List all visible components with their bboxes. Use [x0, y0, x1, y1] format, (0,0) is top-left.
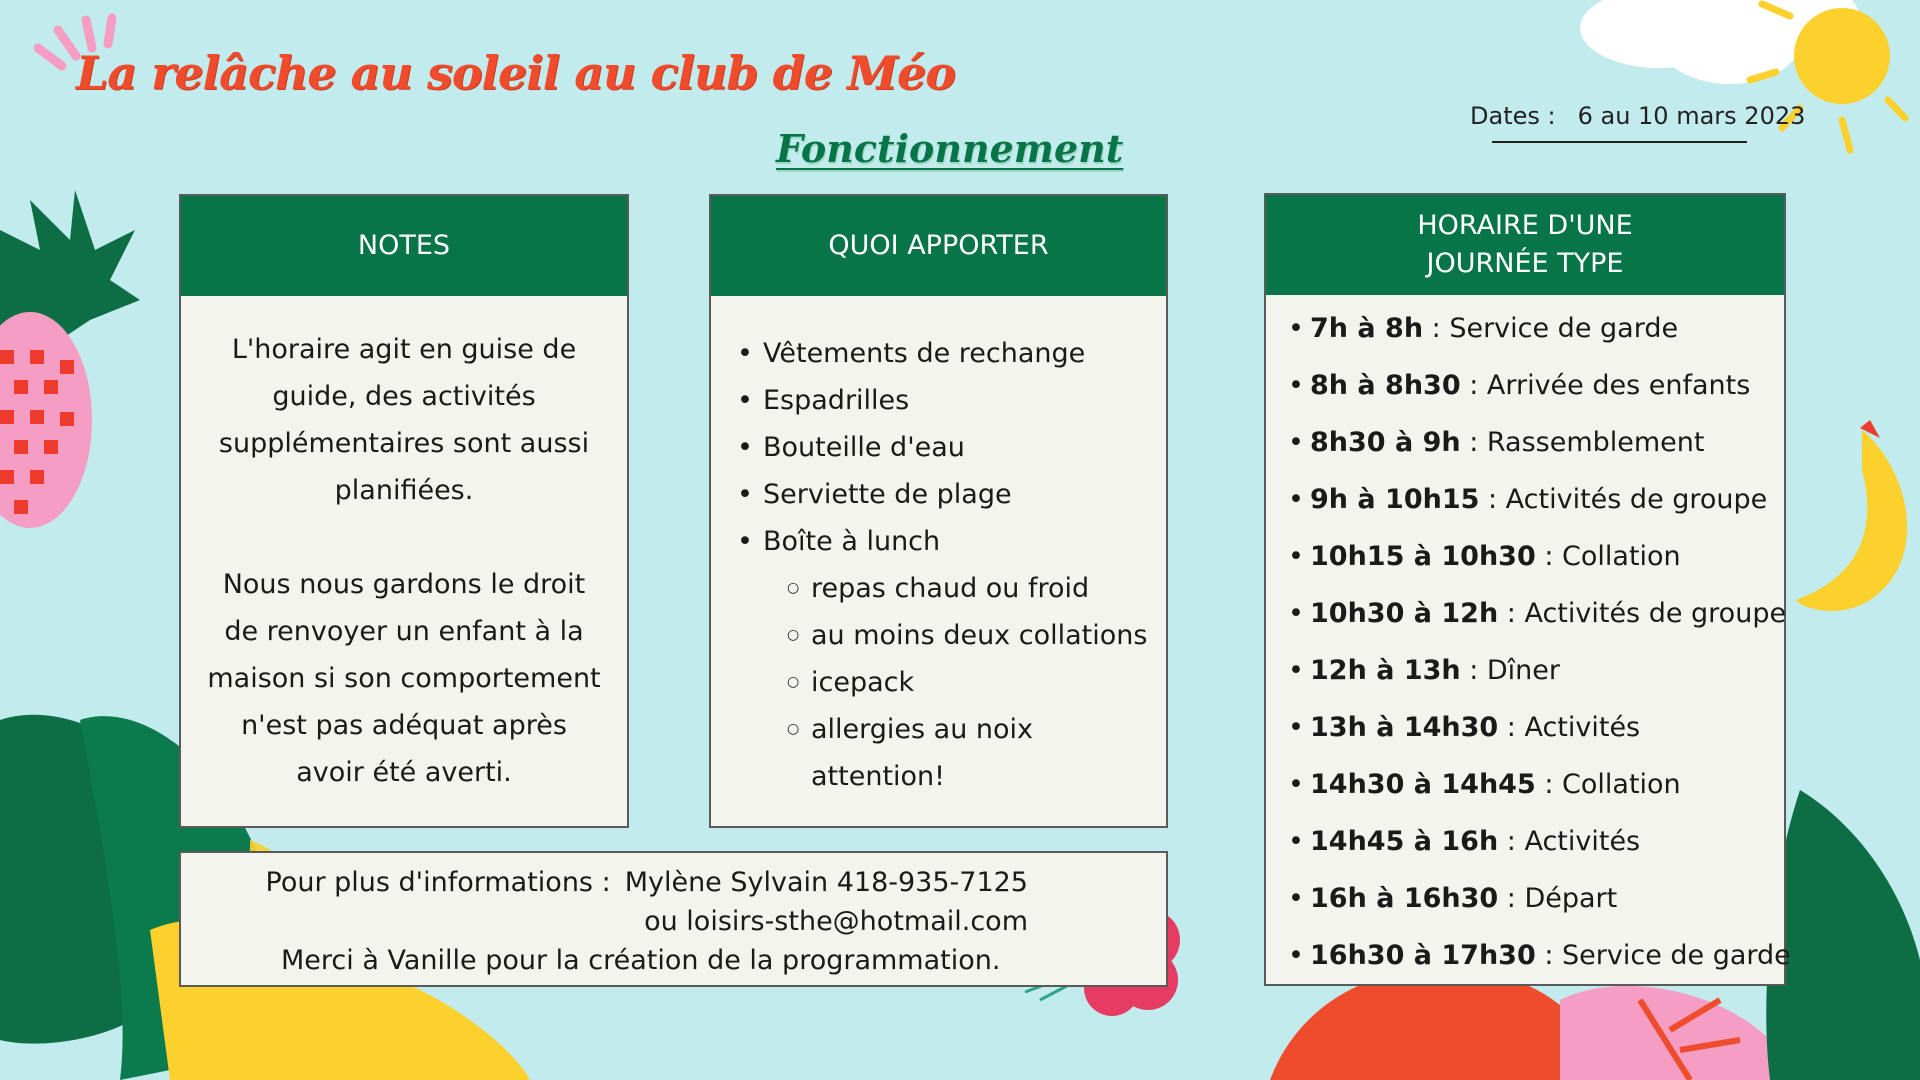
bring-header: QUOI APPORTER: [711, 196, 1166, 296]
schedule-time: 14h30 à 14h45: [1310, 769, 1536, 800]
schedule-header-text: HORAIRE D'UNE JOURNÉE TYPE: [1417, 210, 1633, 279]
schedule-activity: Activités: [1524, 712, 1641, 743]
schedule-activity: Dîner: [1486, 655, 1560, 686]
schedule-activity: Service de garde: [1562, 940, 1791, 971]
schedule-item: • 10h30 à 12h : Activités de groupe: [1288, 592, 1784, 649]
schedule-item: • 9h à 10h15 : Activités de groupe: [1288, 478, 1784, 535]
schedule-item: • 10h15 à 10h30 : Collation: [1288, 535, 1784, 592]
schedule-activity: Collation: [1562, 769, 1681, 800]
bring-card: [709, 194, 1168, 828]
dates: [1470, 102, 1810, 130]
info-label: Pour plus d'informations :: [265, 867, 611, 898]
list-item-lunch: [737, 518, 1156, 800]
schedule-time: 9h à 10h15: [1310, 484, 1480, 515]
section-subtitle: Fonctionnement: [776, 126, 1124, 171]
schedule-activity: Activités de groupe: [1524, 598, 1787, 629]
schedule-activity: Activités: [1524, 826, 1641, 857]
schedule-activity: Collation: [1562, 541, 1681, 572]
schedule-time: 8h30 à 9h: [1310, 427, 1461, 458]
notes-body: [181, 296, 627, 796]
page-title: La relâche au soleil au club de Méo: [76, 46, 955, 100]
sublist-item: ○ allergies au noix attention!: [763, 706, 1156, 800]
bring-list: [711, 296, 1166, 800]
info-contact: Mylène Sylvain 418-935-7125: [624, 867, 1028, 898]
schedule-time: 13h à 14h30: [1310, 712, 1499, 743]
notes-paragraph: Nous nous gardons le droit de renvoyer un enfant à la maison si son comportement n'est pas adéquat après avoir été averti.: [207, 569, 601, 788]
list-item-label: Boîte à lunch: [763, 526, 941, 557]
schedule-item: • 8h à 8h30 : Arrivée des enfants: [1288, 364, 1784, 421]
schedule-item: • 12h à 13h : Dîner: [1288, 649, 1784, 706]
schedule-item: • 14h30 à 14h45 : Collation: [1288, 763, 1784, 820]
schedule-time: 8h à 8h30: [1310, 370, 1461, 401]
list-item: • Espadrilles: [737, 377, 1156, 424]
schedule-activity: Rassemblement: [1486, 427, 1705, 458]
schedule-time: 14h45 à 16h: [1310, 826, 1499, 857]
info-box: [179, 851, 1168, 987]
notes-header: NOTES: [181, 196, 627, 296]
notes-paragraph: L'horaire agit en guise de guide, des activités supplémentaires sont aussi planifiées.: [218, 334, 590, 506]
schedule-time: 7h à 8h: [1310, 313, 1424, 344]
schedule-time: 12h à 13h: [1310, 655, 1461, 686]
schedule-activity: Service de garde: [1449, 313, 1679, 344]
schedule-item: • 16h30 à 17h30 : Service de garde: [1288, 934, 1784, 991]
schedule-item: • 16h à 16h30 : Départ: [1288, 877, 1784, 934]
schedule-header: [1266, 195, 1784, 295]
schedule-card: [1264, 193, 1791, 986]
sublist-item: ○ icepack: [763, 659, 1156, 706]
notes-card: [179, 194, 629, 828]
schedule-activity: Activités de groupe: [1505, 484, 1768, 515]
schedule-time: 10h30 à 12h: [1310, 598, 1499, 629]
info-contact-line: [181, 863, 1166, 902]
schedule-item: • 7h à 8h : Service de garde: [1288, 307, 1784, 364]
sublist-item: ○ repas chaud ou froid: [763, 565, 1156, 612]
dates-underline: [1492, 141, 1747, 143]
schedule-item: • 13h à 14h30 : Activités: [1288, 706, 1784, 763]
dates-label: Dates :: [1470, 102, 1556, 130]
pineapple-icon: [0, 190, 140, 528]
dates-value: 6 au 10 mars 2023: [1577, 102, 1806, 130]
list-item: • Vêtements de rechange: [737, 330, 1156, 377]
list-item: • Bouteille d'eau: [737, 424, 1156, 471]
schedule-activity: Arrivée des enfants: [1486, 370, 1751, 401]
banana-icon: [1796, 420, 1907, 611]
schedule-time: 10h15 à 10h30: [1310, 541, 1536, 572]
schedule-item: • 8h30 à 9h : Rassemblement: [1288, 421, 1784, 478]
schedule-time: 16h30 à 17h30: [1310, 940, 1536, 971]
schedule-list: [1266, 295, 1791, 991]
info-email: ou loisirs-sthe@hotmail.com: [644, 906, 1028, 937]
schedule-time: 16h à 16h30: [1310, 883, 1499, 914]
schedule-activity: Départ: [1524, 883, 1618, 914]
sublist-item: ○ au moins deux collations: [763, 612, 1156, 659]
info-credit: Merci à Vanille pour la création de la programmation.: [281, 945, 1001, 976]
lunch-sublist: [763, 565, 1156, 800]
list-item: • Serviette de plage: [737, 471, 1156, 518]
schedule-item: • 14h45 à 16h : Activités: [1288, 820, 1784, 877]
